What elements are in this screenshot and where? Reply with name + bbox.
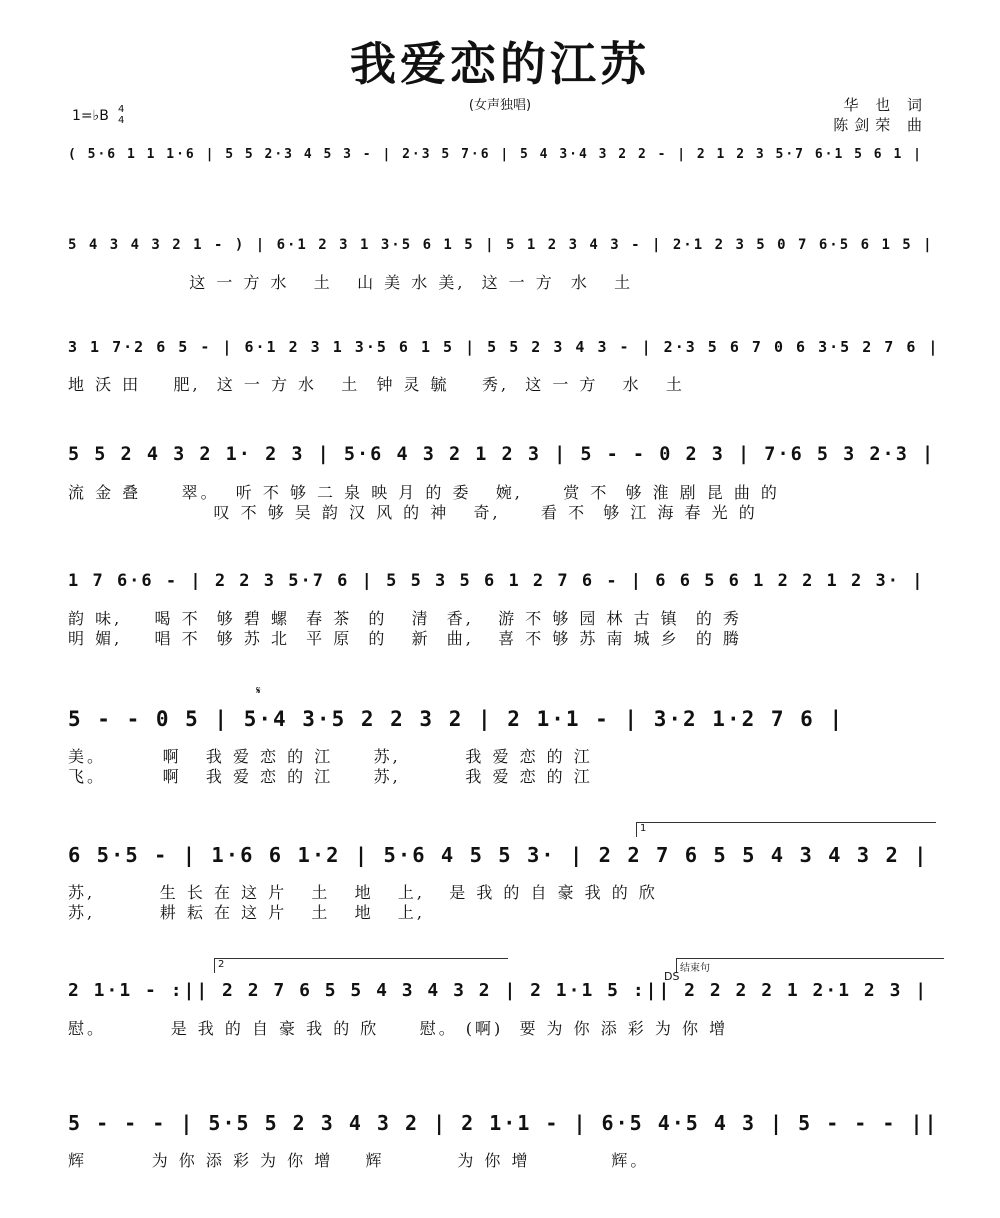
- lyric-line-verse-2: 叹 不 够 吴 韵 汉 风 的 神 奇, 看 不 够 江 海 春 光 的: [68, 503, 758, 522]
- time-signature-bottom: 4: [118, 115, 125, 126]
- lyric-line-verse-1: 这 一 方 水 土 山 美 水 美, 这 一 方 水 土: [68, 273, 634, 292]
- staff-system: [68, 684, 940, 800]
- lyric-line-verse-1: 苏, 生 长 在 这 片 土 地 上, 是 我 的 自 豪 我 的 欣: [68, 883, 658, 902]
- staff-system: [68, 823, 940, 936]
- second-ending-bracket: 2: [214, 958, 508, 973]
- lyric-line-verse-2: 明 媚, 唱 不 够 苏 北 平 原 的 新 曲, 喜 不 够 苏 南 城 乡 的 腾: [68, 629, 742, 648]
- time-signature: [118, 104, 124, 126]
- notation-line: 5 - - - | 5·5 5 2 3 4 3 2 | 2 1·1 - | 6·5 4·5 4 3 | 5 - - - ||: [68, 1111, 939, 1135]
- staff-system: [68, 562, 940, 662]
- lyric-line-verse-2: 苏, 耕 耘 在 这 片 土 地 上,: [68, 903, 425, 922]
- first-ending-bracket: 1: [636, 822, 936, 837]
- notation-line: 5 5 2 4 3 2 1· 2 3 | 5·6 4 3 2 1 2 3 | 5 - - 0 2 3 | 7·6 5 3 2·3 |: [68, 444, 936, 465]
- lyric-line-verse-1: 流 金 叠 翠。 听 不 够 二 泉 映 月 的 委 婉, 赏 不 够 淮 剧 昆 曲 的: [68, 483, 780, 502]
- time-signature-top: 4: [118, 104, 125, 115]
- notation-line: 5 4 3 4 3 2 1 - ) | 6·1 2 3 1 3·5 6 1 5 | 5 1 2 3 4 3 - | 2·1 2 3 5 0 7 6·5 6 1 5 |: [68, 237, 934, 253]
- notation-line: 5 - - 0 5 | 5·4 3·5 2 2 3 2 | 2 1·1 - | 3·2 1·2 7 6 |: [68, 707, 845, 731]
- lyric-line-verse-1: 辉 为 你 添 彩 为 你 增 辉 为 你 增 辉。: [68, 1151, 650, 1170]
- coda-bracket: 结束句: [676, 958, 944, 973]
- ds-marking: DS: [664, 970, 680, 983]
- notation-line: 2 1·1 - :|| 2 2 7 6 5 5 4 3 4 3 2 | 2 1·1 5 :|| 2 2 2 2 1 2·1 2 3 |: [68, 980, 929, 1001]
- notation-line: 3 1 7·2 6 5 - | 6·1 2 3 1 3·5 6 1 5 | 5 5 2 3 4 3 - | 2·3 5 6 7 0 6 3·5 2 7 6 |: [68, 338, 940, 356]
- composer-credit: 陈剑荣 曲: [833, 116, 928, 134]
- lyric-line-verse-1: 美。 啊 我 爱 恋 的 江 苏, 我 爱 恋 的 江: [68, 747, 593, 766]
- lyric-line-verse-2: 飞。 啊 我 爱 恋 的 江 苏, 我 爱 恋 的 江: [68, 767, 593, 786]
- staff-system: [68, 226, 940, 306]
- lyric-line-verse-1: 慰。 是 我 的 自 豪 我 的 欣 慰。 (啊) 要 为 你 添 彩 为 你 增: [68, 1019, 729, 1038]
- key-signature: 1=♭B: [72, 108, 109, 124]
- lyricist-credit: 华 也 词: [843, 96, 928, 114]
- notation-line: 1 7 6·6 - | 2 2 3 5·7 6 | 5 5 3 5 6 1 2 7 6 - | 6 6 5 6 1 2 2 1 2 3· |: [68, 571, 925, 591]
- staff-system: [68, 436, 940, 536]
- staff-system: [68, 328, 940, 408]
- notation-line: 6 5·5 - | 1·6 6 1·2 | 5·6 4 5 5 3· | 2 2 7 6 5 5 4 3 4 3 2 |: [68, 843, 929, 867]
- song-subtitle: (女声独唱): [468, 98, 532, 113]
- staff-system: [68, 136, 940, 186]
- staff-system: [68, 959, 940, 1052]
- song-title: 我爱恋的江苏: [350, 37, 650, 91]
- segno-sign: 𝄋: [256, 684, 261, 697]
- notation-line: ( 5·6 1 1 1·6 | 5 5 2·3 4 5 3 - | 2·3 5 7·6 | 5 4 3·4 3 2 2 - | 2 1 2 3 5·7 6·1 5 6 1 |: [68, 147, 923, 162]
- staff-system: [68, 1104, 940, 1184]
- lyric-line-verse-1: 地 沃 田 肥, 这 一 方 水 土 钟 灵 毓 秀, 这 一 方 水 土: [68, 375, 685, 394]
- lyric-line-verse-1: 韵 味, 喝 不 够 碧 螺 春 茶 的 清 香, 游 不 够 园 林 古 镇 的 秀: [68, 609, 742, 628]
